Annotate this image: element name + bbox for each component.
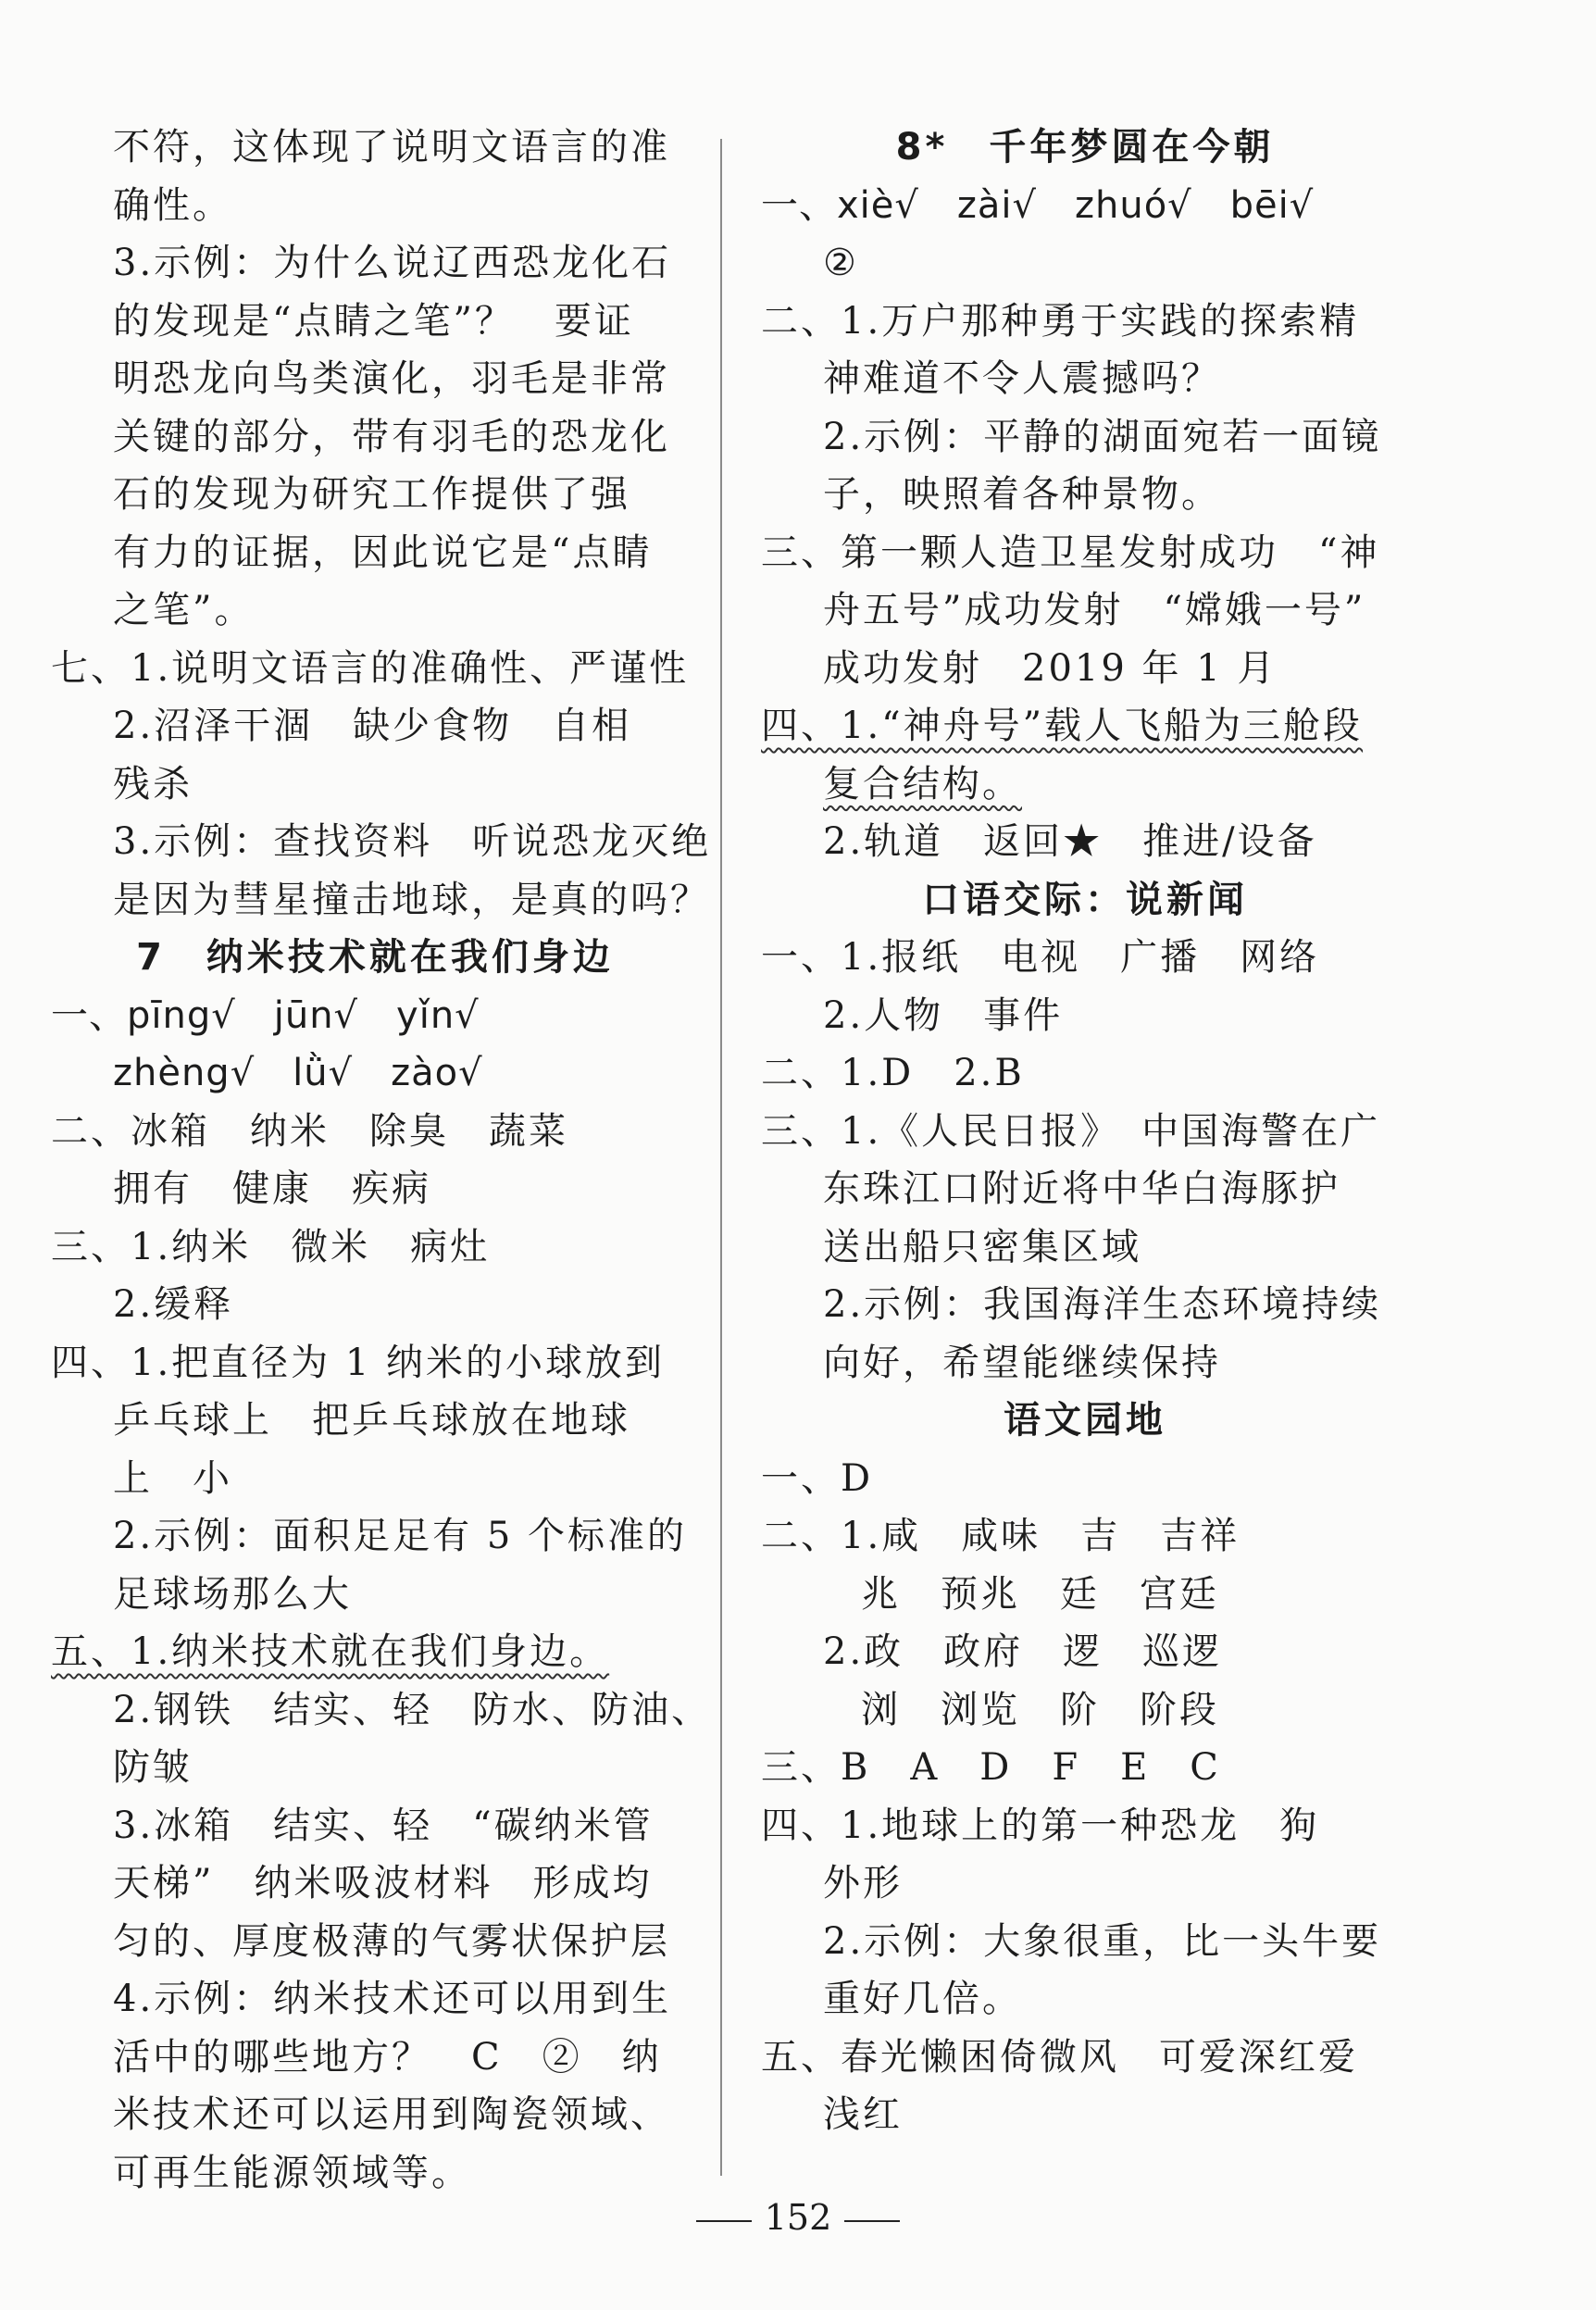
- answer-line: 天梯” 纳米吸波材料 形成均: [113, 1862, 653, 1904]
- answer-line: 不符，这体现了说明文语言的准: [113, 126, 670, 169]
- answer-line: 向好，希望能继续保持: [823, 1341, 1221, 1384]
- answer-line: 二、1.D 2.B: [761, 1052, 1025, 1094]
- answer-line: 3.示例：查找资料 听说恐龙灭绝: [113, 820, 712, 863]
- answer-line: 匀的、厚度极薄的气雾状保护层: [113, 1919, 670, 1963]
- answer-line: 明恐龙向鸟类演化，羽毛是非常: [113, 357, 670, 400]
- answer-line: 2.政 政府 逻 巡逻: [823, 1630, 1223, 1673]
- section-heading: 7 纳米技术就在我们身边: [136, 936, 614, 979]
- answer-line: 有力的证据，因此说它是“点睛: [113, 531, 653, 574]
- answer-line: 送出船只密集区域: [823, 1225, 1141, 1268]
- section-heading: 8* 千年梦圆在今朝: [895, 126, 1275, 169]
- answer-line: 3.示例：为什么说辽西恐龙化石: [113, 242, 672, 284]
- answer-line: 石的发现为研究工作提供了强: [113, 473, 630, 516]
- answer-line: 2.轨道 返回★ 推进/设备: [823, 820, 1317, 863]
- answer-line: 成功发射 2019 年 1 月: [823, 646, 1278, 690]
- answer-line: 确性。: [113, 183, 232, 227]
- answer-line: 的发现是“点睛之笔”？ 要证: [113, 299, 634, 343]
- answer-line: 米技术还可以运用到陶瓷领域、: [113, 2093, 670, 2136]
- section-heading: 口语交际：说新闻: [922, 878, 1248, 921]
- answer-line: 上 小: [113, 1456, 232, 1500]
- answer-line: 舟五号”成功发射 “嫦娥一号”: [823, 589, 1366, 631]
- answer-line: 活中的哪些地方？ C ② 纳: [113, 2035, 662, 2079]
- answer-line: 2.沼泽干涸 缺少食物 自相: [113, 705, 632, 747]
- answer-line: 关键的部分，带有羽毛的恐龙化: [113, 415, 670, 458]
- answer-line: 五、1.纳米技术就在我们身边。: [51, 1630, 610, 1673]
- answer-line: 一、pīng√ jūn√ yǐn√: [51, 993, 480, 1037]
- column-divider: [720, 139, 722, 2176]
- answer-line: 二、1.万户那种勇于实践的探索精: [761, 299, 1360, 343]
- answer-line: 三、B A D F E C: [761, 1746, 1221, 1789]
- answer-line: 四、1.把直径为 1 纳米的小球放到: [51, 1341, 666, 1384]
- answer-line: 残杀: [113, 762, 193, 805]
- answer-line: 兆 预兆 廷 宫廷: [861, 1572, 1219, 1616]
- answer-line: 4.示例：纳米技术还可以用到生: [113, 1978, 672, 2020]
- answer-line: 三、1.纳米 微米 病灶: [51, 1225, 491, 1268]
- answer-line: 拥有 健康 疾病: [113, 1167, 431, 1210]
- page-number: 152: [764, 2197, 832, 2238]
- answer-line: 2.示例：平静的湖面宛若一面镜: [823, 415, 1382, 458]
- answer-line: 四、1.“神舟号”载人飞船为三舱段: [761, 705, 1364, 747]
- footer-rule-right: [844, 2220, 900, 2222]
- answer-line: 子，映照着各种景物。: [823, 473, 1221, 516]
- section-heading: 语文园地: [1004, 1399, 1166, 1442]
- answer-line: 五、春光懒困倚微风 可爱深红爱: [761, 2035, 1358, 2079]
- answer-line: 外形: [823, 1862, 903, 1904]
- answer-line: 之笔”。: [113, 589, 255, 631]
- answer-line: 2.示例：大象很重，比一头牛要: [823, 1919, 1382, 1963]
- answer-line: 一、xiè√ zài√ zhuó√ bēi√: [761, 183, 1315, 227]
- answer-line: 复合结构。: [823, 762, 1022, 805]
- right-column: [761, 119, 1409, 2144]
- answer-line: ②: [823, 242, 859, 284]
- answer-line: 三、第一颗人造卫星发射成功 “神: [761, 531, 1380, 574]
- answer-line: 乒乓球上 把乒乓球放在地球: [113, 1399, 630, 1442]
- answer-line: 神难道不令人震撼吗？: [823, 357, 1221, 400]
- answer-line: 2.缓释: [113, 1283, 234, 1326]
- answer-line: 二、1.咸 咸味 吉 吉祥: [761, 1515, 1241, 1557]
- answer-line: 七、1.说明文语言的准确性、严谨性: [51, 646, 690, 690]
- page-footer: [0, 2194, 1596, 2241]
- answer-line: 2.示例：面积足足有 5 个标准的: [113, 1515, 688, 1557]
- answer-line: 一、1.报纸 电视 广播 网络: [761, 936, 1320, 979]
- answer-line: 东珠江口附近将中华白海豚护: [823, 1167, 1340, 1210]
- answer-line: 重好几倍。: [823, 1978, 1022, 2020]
- answer-line: 是因为彗星撞击地球，是真的吗？: [113, 878, 710, 921]
- answer-line: 防皱: [113, 1746, 193, 1789]
- answer-line: zhèng√ lǜ√ zào√: [113, 1052, 483, 1094]
- left-column: [51, 119, 712, 2202]
- answer-line: 一、D: [761, 1456, 874, 1500]
- answer-line: 足球场那么大: [113, 1572, 352, 1616]
- answer-line: 二、冰箱 纳米 除臭 蔬菜: [51, 1109, 568, 1153]
- answer-line: 2.示例：我国海洋生态环境持续: [823, 1283, 1382, 1326]
- answer-line: 浏 浏览 阶 阶段: [861, 1688, 1219, 1731]
- answer-line: 四、1.地球上的第一种恐龙 狗: [761, 1804, 1320, 1847]
- answer-line: 2.钢铁 结实、轻 防水、防油、: [113, 1688, 712, 1731]
- answer-line: 浅红: [823, 2093, 903, 2136]
- answer-line: 三、1.《人民日报》 中国海警在广: [761, 1109, 1381, 1153]
- answer-line: 3.冰箱 结实、轻 “碳纳米管: [113, 1804, 654, 1847]
- answer-line: 2.人物 事件: [823, 993, 1064, 1037]
- answer-line: 可再生能源领域等。: [113, 2151, 471, 2194]
- footer-rule-left: [696, 2220, 752, 2222]
